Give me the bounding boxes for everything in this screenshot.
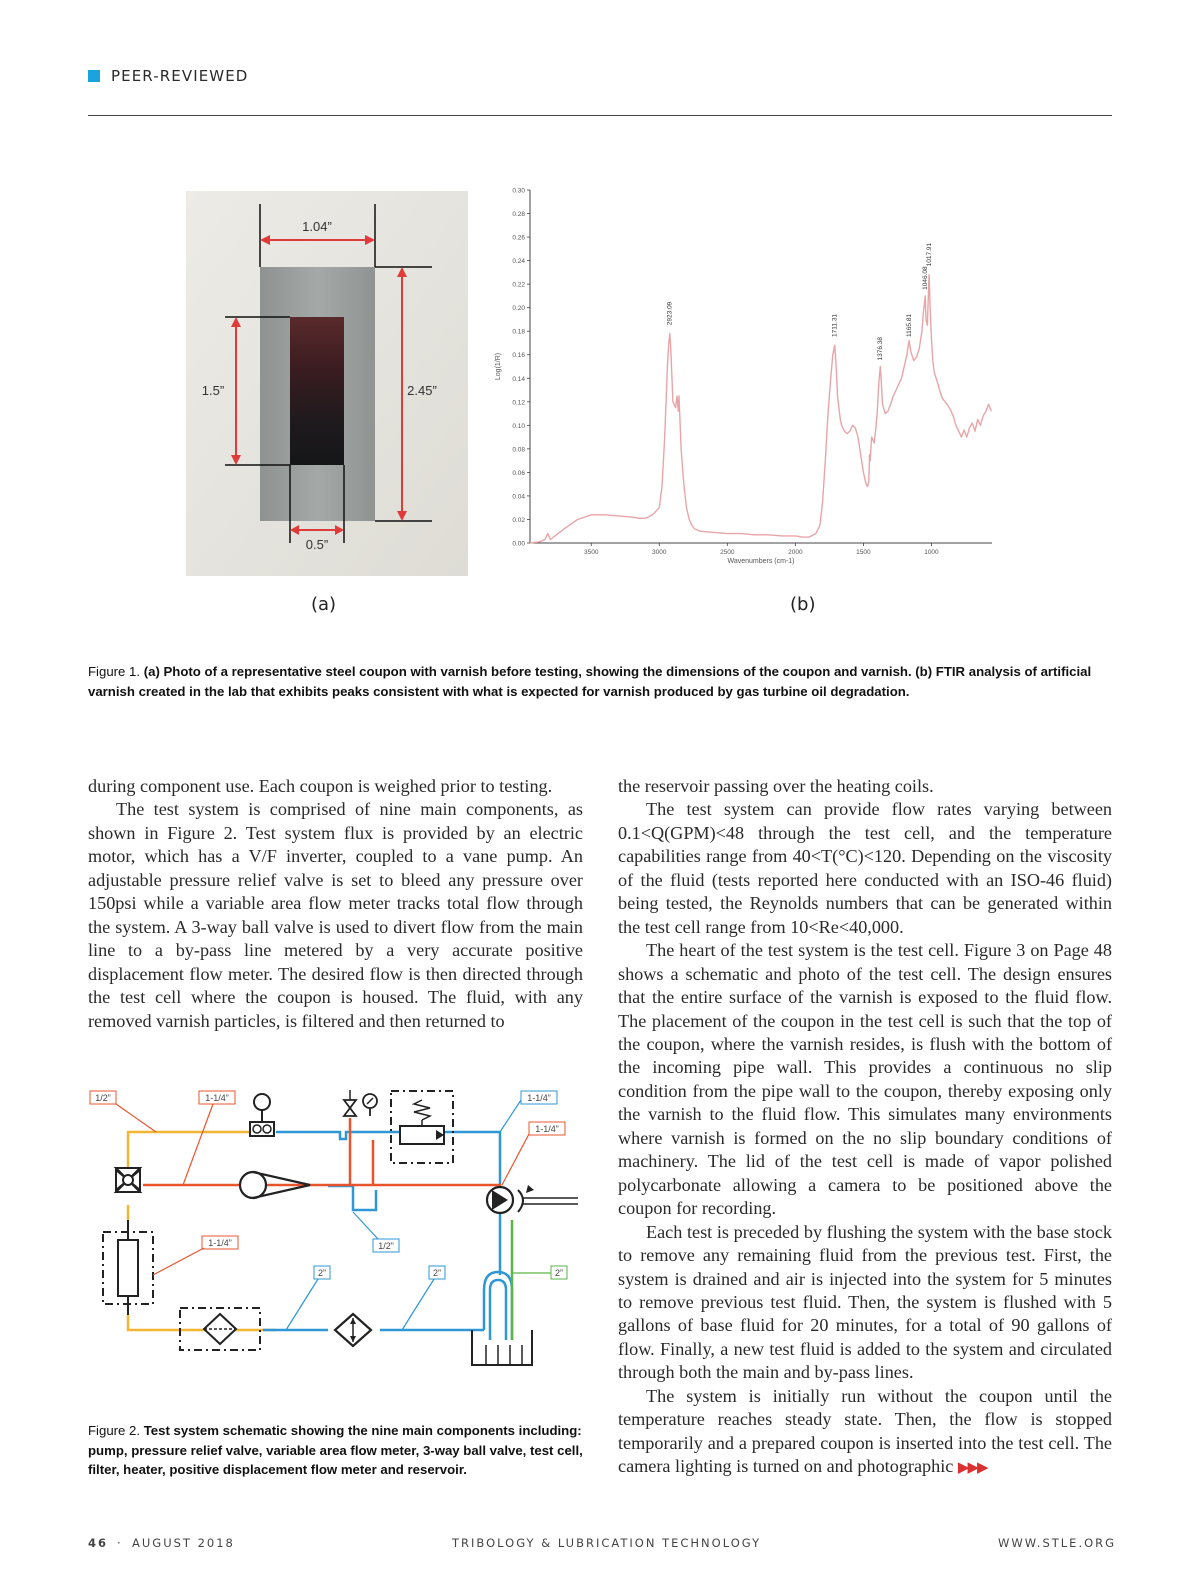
figure2-caption-prefix: Figure 2. [88, 1423, 141, 1438]
y-tick-label: 0.00 [512, 540, 525, 548]
dim-width-varnish-label: 0.5” [305, 537, 329, 552]
motor-icon [487, 1185, 578, 1213]
body-paragraph: The heart of the test system is the test cell. Figure 3 on Page 48 shows a schematic and photo of the test cell. The design ensures that the entire surface of the varnish is exposed to the fluid flow. The placement of the coupon in the test cell is such that the top of the coupon, where the varnish resides, is flush with the bottom of the incoming pipe wall. This provides a continuous no slip condition from the pipe wall to the coupon, thereby exposing only the varnish to the fluid flow. This simulates many environments where varnish is formed on the no slip boundary conditions of machinery. The lid of the test cell is made of vapor polished polycarbonate allowing a camera to be positioned above the coupon for recording. [618, 940, 1112, 1219]
varnish-area [290, 317, 344, 465]
body-paragraph: during component use. Each coupon is weighed prior to testing. [88, 776, 553, 796]
section-marker-icon [88, 70, 100, 82]
ftir-chart-svg [490, 185, 1010, 585]
chart-xlabel: Wavenumbers (cm-1) [727, 558, 795, 565]
y-tick-label: 0.18 [512, 328, 525, 336]
size-label: 2” [554, 1268, 564, 1278]
coupon-photo [186, 191, 468, 576]
body-paragraph [618, 1385, 1112, 1480]
dim-width-label: 1.04” [302, 219, 332, 234]
peak-label: 2923.09 [666, 301, 674, 326]
y-tick-label: 0.26 [512, 234, 525, 242]
size-label: 1-1/4” [208, 1238, 232, 1248]
x-tick-label: 1500 [856, 549, 871, 556]
test-cell-icon [391, 1091, 453, 1163]
dim-height-coupon-label: 2.45” [407, 383, 437, 398]
figure2-caption-text: Test system schematic showing the nine main components including: pump, pressure relief valve, variable area flow meter, 3-way ball valve, test cell, filter, heater, positive displacement flow meter and reservoir. [88, 1423, 583, 1477]
y-tick-label: 0.24 [512, 258, 525, 266]
body-column-right [618, 775, 1112, 1480]
size-label: 1-1/4” [527, 1093, 551, 1103]
y-tick-label: 0.28 [512, 211, 525, 219]
y-tick-label: 0.02 [512, 516, 525, 524]
peak-label: 1165.81 [905, 313, 913, 337]
y-tick-label: 0.14 [512, 375, 525, 383]
peak-label: 1017.91 [926, 242, 934, 267]
body-paragraph: The test system can provide flow rates varying between 0.1<Q(GPM)<48 through the test cell, and the temperature capabilities range from 40<T(°C)<120. Depending on the viscosity of the fluid (tests reported here conducted with an ISO-46 fluid) being tested, the Reynolds numbers that can be generated within the test cell range from 10<Re<40,000. [618, 799, 1112, 937]
x-tick-label: 3000 [652, 549, 667, 556]
body-paragraph: the reservoir passing over the heating coils. [618, 776, 934, 796]
continued-arrows-icon: ▶▶▶ [957, 1458, 987, 1477]
body-column-left [88, 775, 583, 1033]
body-paragraph-text: The system is initially run without the coupon until the temperature reaches steady state. Then, the flow is stopped temporarily and a prepared coupon is inserted into the test cell. The camera lighting is turned on and photographic [618, 1385, 1112, 1477]
figure1-sublabel-b: (b) [790, 594, 816, 615]
section-label: PEER-REVIEWED [111, 67, 249, 85]
size-label: 1/2” [378, 1241, 394, 1251]
size-label: 1-1/4” [535, 1124, 559, 1134]
footer-date: AUGUST 2018 [132, 1536, 235, 1550]
size-label: 2” [432, 1268, 442, 1278]
size-label: 1-1/4” [205, 1093, 229, 1103]
footer-separator: · [117, 1536, 123, 1550]
system-schematic [88, 1090, 588, 1395]
y-tick-label: 0.08 [512, 446, 525, 454]
x-tick-label: 1000 [924, 549, 939, 556]
body-paragraph: The test system is comprised of nine main components, as shown in Figure 2. Test system flux is provided by an electric motor, which has a V/F inverter, coupled to a vane pump. An adjustable pressure relief valve is set to bleed any pressure over 150psi while a variable area flow meter tracks total flow through the system. A 3-way ball valve is used to divert flow from the main line to a by-pass line metered by a very accurate positive displacement flow meter. The desired flow is then directed through the test cell where the coupon is housed. The fluid, with any removed varnish particles, is filtered and then returned to [88, 799, 583, 1031]
figure2-caption [88, 1421, 585, 1480]
figure1-caption-text: (a) Photo of a representative steel coupon with varnish before testing, showing the dimensions of the coupon and varnish. (b) FTIR analysis of artificial varnish created in the lab that exhibits peaks consistent with what is expected for varnish produced by gas turbine oil degradation. [88, 664, 1092, 699]
pressure-relief-valve-icon [344, 1090, 377, 1116]
figure1-sublabel-a: (a) [311, 594, 337, 615]
y-tick-label: 0.22 [512, 281, 525, 289]
chart-ylabel: Log(1/R) [495, 352, 502, 381]
footer-page-number: 46 [88, 1536, 109, 1550]
size-label: 1/2” [95, 1093, 111, 1103]
pd-flow-meter-icon [335, 1314, 371, 1346]
ftir-chart [490, 185, 1010, 585]
heater-icon [103, 1220, 153, 1315]
footer-website: WWW.STLE.ORG [998, 1536, 1117, 1550]
y-tick-label: 0.12 [512, 399, 525, 407]
figure1-caption-prefix: Figure 1. [88, 664, 141, 679]
y-tick-label: 0.06 [512, 469, 525, 477]
x-tick-label: 2500 [720, 549, 735, 556]
spectrum-line [530, 275, 991, 543]
footer-journal-name: TRIBOLOGY & LUBRICATION TECHNOLOGY [452, 1536, 762, 1550]
coupon-photo-drawing [186, 191, 468, 576]
size-label: 2” [317, 1268, 327, 1278]
body-paragraph: Each test is preceded by flushing the system with the base stock to remove any remaining fluid from the previous test. First, the system is drained and air is injected into the system for 5 minutes to remove previous test fluid. Then, the system is flushed with 5 gallons of base fluid for 20 minutes, for a total of 90 gallons of flow. Finally, a new test fluid is added to the system and circulated through both the main and by-pass lines. [618, 1221, 1112, 1383]
flow-meter-icon [250, 1094, 274, 1136]
header-rule [88, 115, 1112, 116]
y-tick-label: 0.30 [512, 187, 525, 195]
section-header [88, 66, 248, 86]
peak-label: 1046.08 [922, 266, 930, 290]
y-tick-label: 0.10 [512, 422, 525, 430]
peak-label: 1376.38 [877, 337, 885, 361]
peak-label: 1711.31 [831, 313, 839, 337]
dim-height-varnish-label: 1.5” [201, 383, 225, 398]
three-way-valve-icon [116, 1168, 140, 1192]
x-tick-label: 2000 [788, 549, 803, 556]
y-tick-label: 0.04 [512, 493, 525, 501]
y-tick-label: 0.20 [512, 305, 525, 313]
x-tick-label: 3500 [584, 549, 599, 556]
y-tick-label: 0.16 [512, 352, 525, 360]
system-schematic-svg [88, 1090, 588, 1395]
figure1-caption [88, 662, 1112, 702]
